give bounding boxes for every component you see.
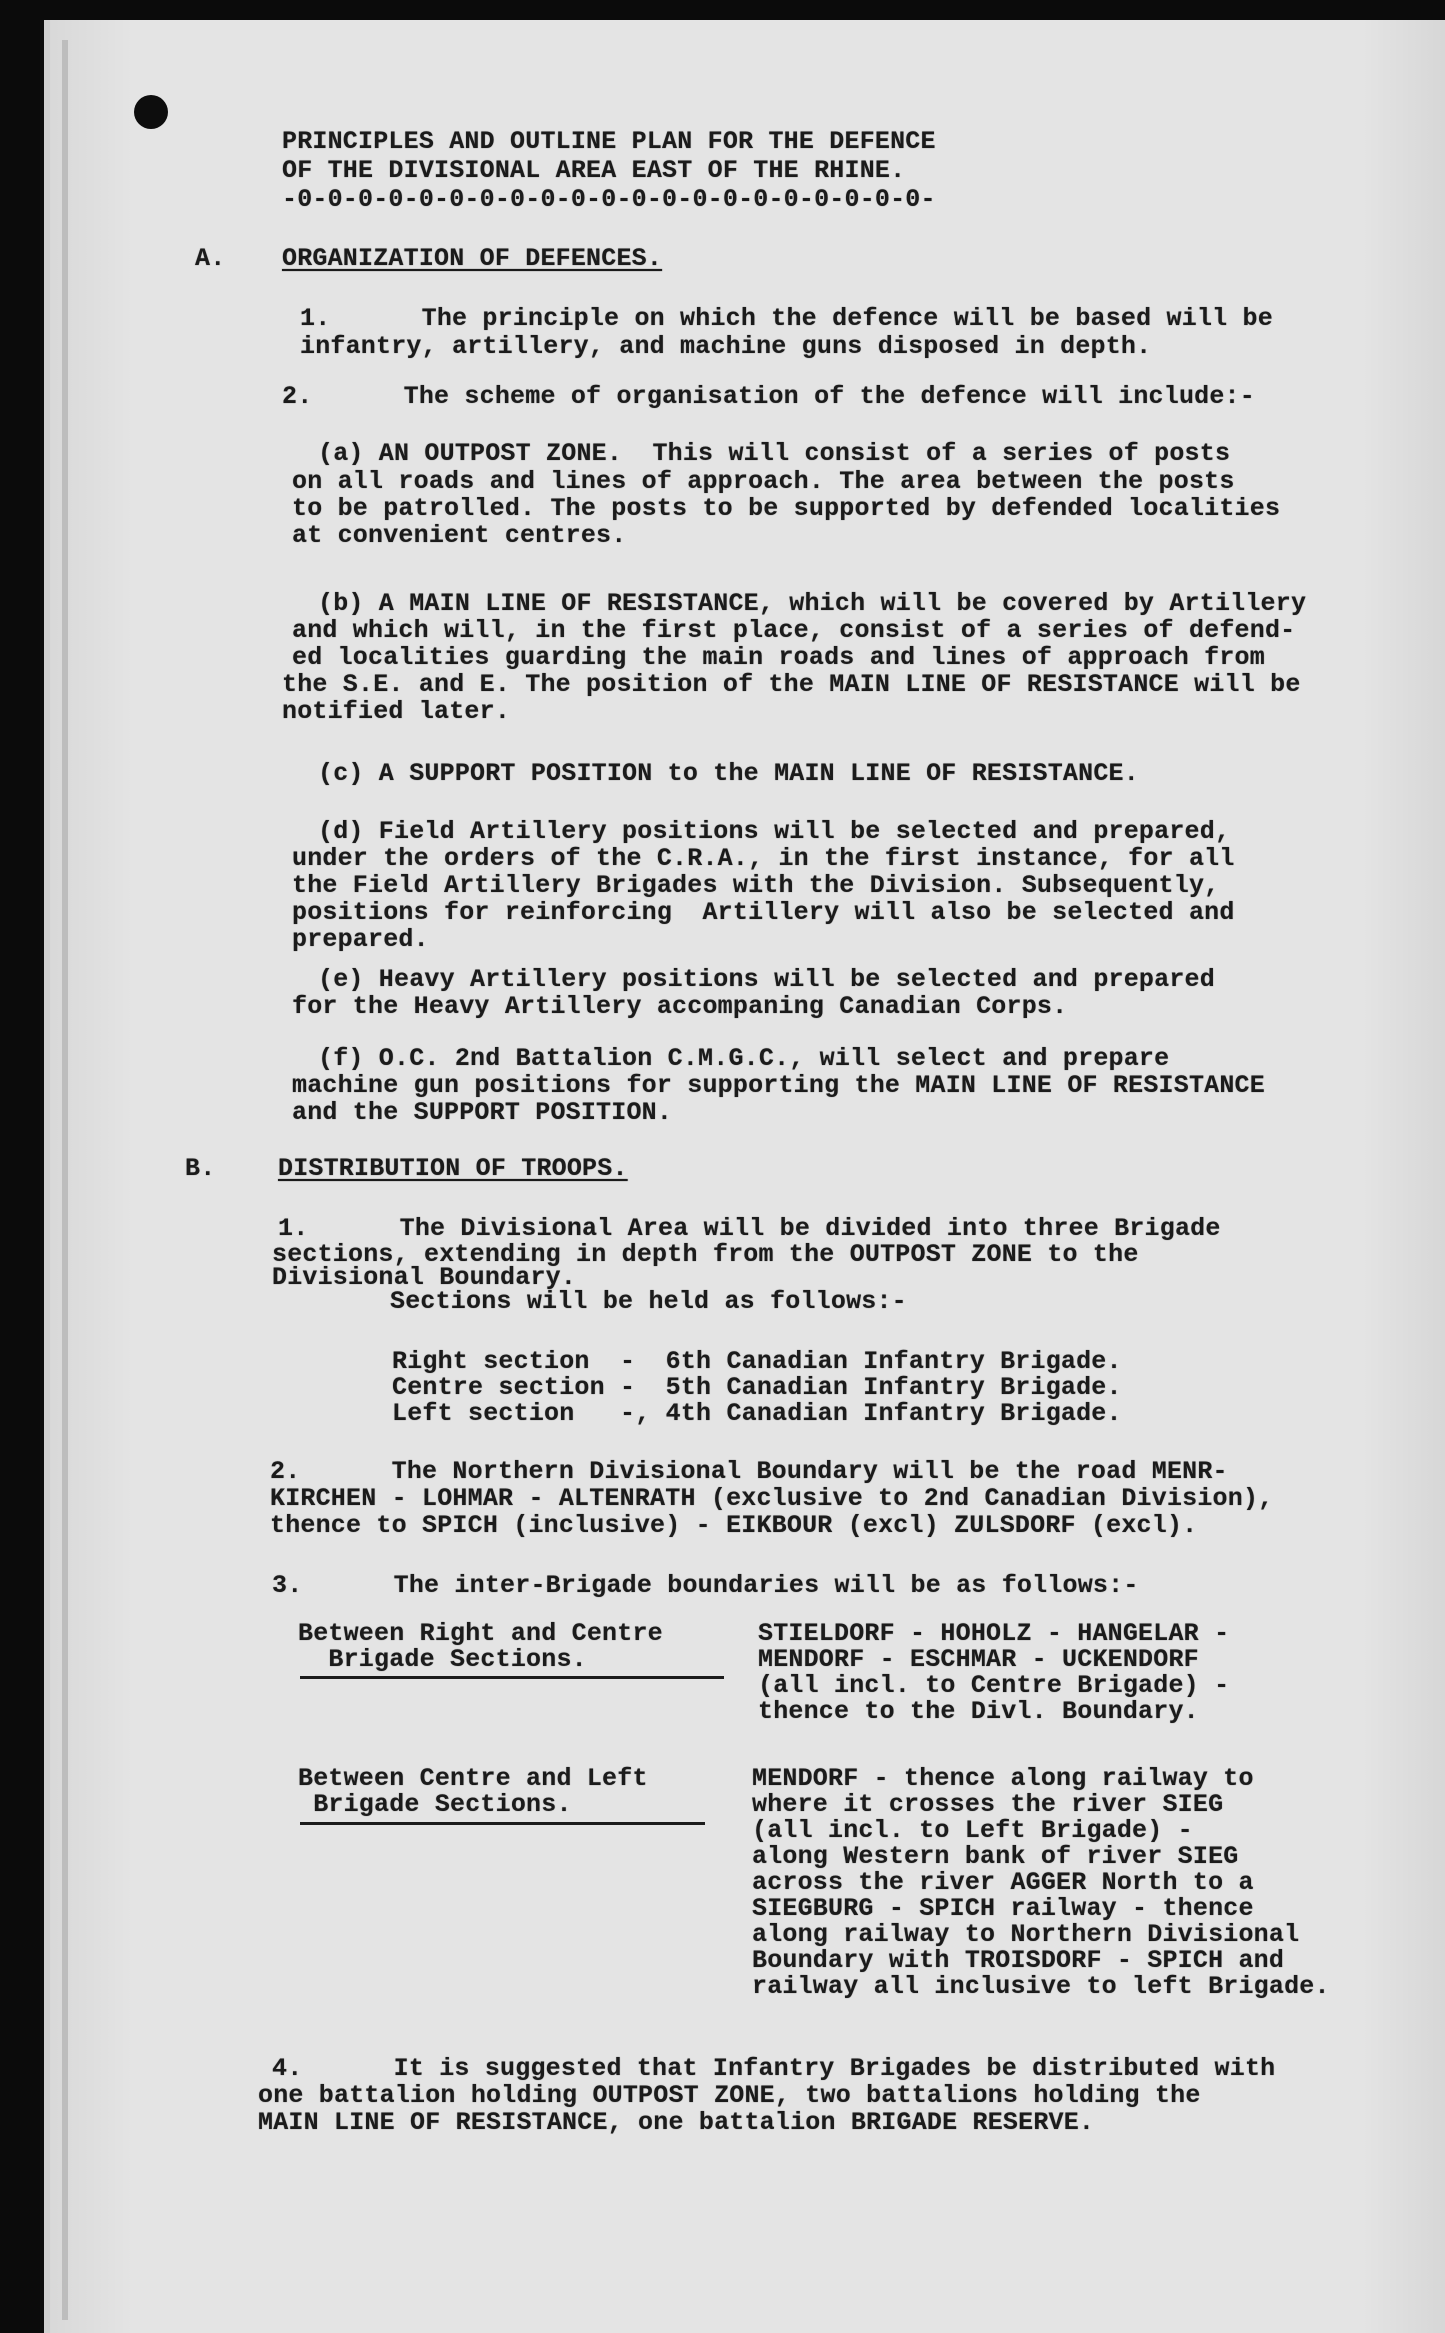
- b-para-4-line-1: 4. It is suggested that Infantry Brigades be distributed with: [272, 2054, 1276, 2083]
- title-line-1: PRINCIPLES AND OUTLINE PLAN FOR THE DEFENCE: [282, 127, 936, 156]
- boundary-2-line-4: along Western bank of river SIEG: [752, 1842, 1239, 1871]
- a-item-b-line-3: ed localities guarding the main roads and lines of approach from: [292, 643, 1265, 672]
- b-para-4-line-3: MAIN LINE OF RESISTANCE, one battalion BRIGADE RESERVE.: [258, 2108, 1095, 2137]
- a-para-2: 2. The scheme of organisation of the defence will include:-: [282, 382, 1255, 411]
- boundary-1-line-2: MENDORF - ESCHMAR - UCKENDORF: [758, 1645, 1199, 1674]
- a-item-f-line-2: machine gun positions for supporting the MAIN LINE OF RESISTANCE: [292, 1071, 1265, 1100]
- section-b-letter: B.: [185, 1154, 216, 1183]
- boundary-2-line-1: MENDORF - thence along railway to: [752, 1764, 1254, 1793]
- boundary-2-label-line-1: Between Centre and Left: [298, 1764, 648, 1793]
- boundary-2-line-6: SIEGBURG - SPICH railway - thence: [752, 1894, 1254, 1923]
- boundary-1-line-3: (all incl. to Centre Brigade) -: [758, 1671, 1230, 1700]
- underlying-page-edge: [62, 40, 68, 2320]
- brigade-section-centre: Centre section - 5th Canadian Infantry Brigade.: [392, 1373, 1122, 1402]
- boundary-1-label-line-1: Between Right and Centre: [298, 1619, 663, 1648]
- title-line-2: OF THE DIVISIONAL AREA EAST OF THE RHINE.: [282, 156, 906, 185]
- a-para-1-line-2: infantry, artillery, and machine guns disposed in depth.: [300, 332, 1152, 361]
- boundary-2-line-5: across the river AGGER North to a: [752, 1868, 1254, 1897]
- boundary-2-line-9: railway all inclusive to left Brigade.: [752, 1972, 1330, 2001]
- a-item-b-line-1: (b) A MAIN LINE OF RESISTANCE, which will be covered by Artillery: [318, 589, 1307, 618]
- a-item-e-line-2: for the Heavy Artillery accompaning Canadian Corps.: [292, 992, 1068, 1021]
- b-para-1-line-3: Divisional Boundary.: [272, 1263, 577, 1292]
- a-item-d-line-2: under the orders of the C.R.A., in the first instance, for all: [292, 844, 1235, 873]
- brigade-section-right: Right section - 6th Canadian Infantry Brigade.: [392, 1347, 1122, 1376]
- boundary-2-line-3: (all incl. to Left Brigade) -: [752, 1816, 1193, 1845]
- a-item-a-line-4: at convenient centres.: [292, 521, 627, 550]
- a-item-c: (c) A SUPPORT POSITION to the MAIN LINE OF RESISTANCE.: [318, 759, 1139, 788]
- b-para-1-line-2: sections, extending in depth from the OUTPOST ZONE to the: [272, 1240, 1139, 1269]
- boundary-2-label-underline: [300, 1822, 705, 1825]
- b-para-3: 3. The inter-Brigade boundaries will be as follows:-: [272, 1571, 1139, 1600]
- b-para-2-line-1: 2. The Northern Divisional Boundary will be the road MENR-: [270, 1457, 1228, 1486]
- section-a-heading: ORGANIZATION OF DEFENCES.: [282, 244, 663, 273]
- boundary-2-label-line-2: Brigade Sections.: [298, 1790, 572, 1819]
- b-para-2-line-3: thence to SPICH (inclusive) - EIKBOUR (excl) ZULSDORF (excl).: [270, 1511, 1198, 1540]
- b-para-2-line-2: KIRCHEN - LOHMAR - ALTENRATH (exclusive to 2nd Canadian Division),: [270, 1484, 1274, 1513]
- a-item-f-line-3: and the SUPPORT POSITION.: [292, 1098, 673, 1127]
- a-item-a-line-3: to be patrolled. The posts to be supported by defended localities: [292, 494, 1281, 523]
- a-item-d-line-3: the Field Artillery Brigades with the Division. Subsequently,: [292, 871, 1220, 900]
- b-para-4-line-2: one battalion holding OUTPOST ZONE, two battalions holding the: [258, 2081, 1201, 2110]
- a-item-b-line-2: and which will, in the first place, consist of a series of defend-: [292, 616, 1296, 645]
- section-a-letter: A.: [195, 244, 226, 273]
- boundary-2-line-8: Boundary with TROISDORF - SPICH and: [752, 1946, 1285, 1975]
- boundary-1-line-1: STIELDORF - HOHOLZ - HANGELAR -: [758, 1619, 1230, 1648]
- a-item-d-line-5: prepared.: [292, 925, 429, 954]
- boundary-2-line-2: where it crosses the river SIEG: [752, 1790, 1224, 1819]
- boundary-1-line-4: thence to the Divl. Boundary.: [758, 1697, 1199, 1726]
- a-item-a-line-2: on all roads and lines of approach. The area between the posts: [292, 467, 1235, 496]
- a-item-d-line-1: (d) Field Artillery positions will be selected and prepared,: [318, 817, 1231, 846]
- boundary-1-label-line-2: Brigade Sections.: [298, 1645, 587, 1674]
- a-item-a-line-1: (a) AN OUTPOST ZONE. This will consist of a series of posts: [318, 439, 1231, 468]
- a-item-d-line-4: positions for reinforcing Artillery will also be selected and: [292, 898, 1235, 927]
- a-para-1-line-1: 1. The principle on which the defence will be based will be: [300, 304, 1273, 333]
- a-item-e-line-1: (e) Heavy Artillery positions will be selected and prepared: [318, 965, 1215, 994]
- punch-hole: [134, 95, 168, 129]
- title-divider: -0-0-0-0-0-0-0-0-0-0-0-0-0-0-0-0-0-0-0-0-0-: [282, 185, 936, 214]
- b-para-1-line-1: 1. The Divisional Area will be divided into three Brigade: [278, 1214, 1221, 1243]
- a-item-b-line-4: the S.E. and E. The position of the MAIN LINE OF RESISTANCE will be: [282, 670, 1301, 699]
- a-item-b-line-5: notified later.: [282, 697, 511, 726]
- b-para-1-line-4: Sections will be held as follows:-: [390, 1287, 907, 1316]
- boundary-1-label-underline: [300, 1676, 724, 1679]
- brigade-section-left: Left section -, 4th Canadian Infantry Brigade.: [392, 1399, 1122, 1428]
- boundary-2-line-7: along railway to Northern Divisional: [752, 1920, 1300, 1949]
- a-item-f-line-1: (f) O.C. 2nd Battalion C.M.G.C., will select and prepare: [318, 1044, 1170, 1073]
- section-b-heading: DISTRIBUTION OF TROOPS.: [278, 1154, 628, 1183]
